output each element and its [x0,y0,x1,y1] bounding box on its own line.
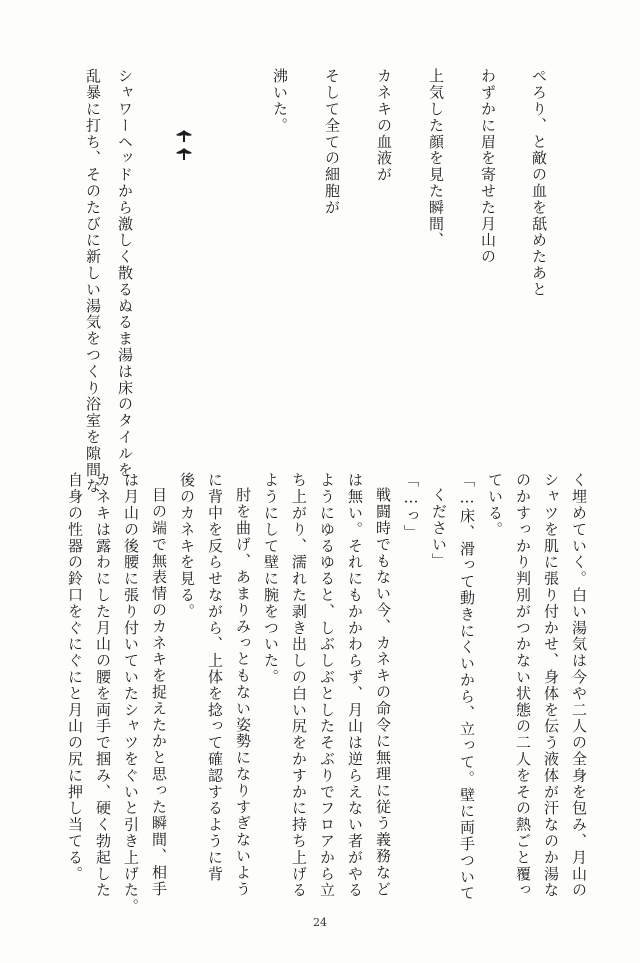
text-column: カネキの血液が [375,68,393,183]
text-column: そして全ての細胞が [323,68,341,216]
text-column: ようにゆるゆると、しぶしぶとしたそぶりでフロアから立 [318,472,336,899]
text-column: 「…っ」 [402,472,420,541]
text-column: 後のカネキを見る。 [178,472,196,620]
fleuron-bottom-icon [176,148,192,160]
text-column: シャワーヘッドから激しく散るぬるま湯は床のタイルを [116,68,134,478]
text-column: 自身の性器の鈴口をぐにぐにと月山の尻に押し当てる。 [66,472,84,882]
text-column: は無い。それにもかかわらず、月山は逆らえない者がやる [346,472,364,899]
text-column: 「…床、滑って動きにくいから、立って。壁に両手ついて [458,472,476,902]
text-column: ぺろり、と敵の血を舐めたあと [530,68,548,298]
text-column: 乱暴に打ち、そのたびに新しい湯気をつくり浴室を隙間な [84,68,102,495]
text-column: く埋めていく。白い湯気は今や二人の全身を包み、月山の [570,472,588,899]
text-column: 上気した顔を見た瞬間、 [427,68,445,249]
text-column: ている。 [486,472,504,538]
text-column: に背中を反らせながら、上体を捻って確認するように背 [206,472,224,882]
text-column: わずかに眉を寄せた月山の [479,68,497,265]
text-column: ち上がり、濡れた剥き出しの白い尻をかすかに持ち上げる [290,472,308,899]
text-column: ようにして壁に腕をついた。 [262,472,280,686]
text-column: 沸いた。 [271,68,289,134]
text-column: 目の端で無表情のカネキを捉えたかと思った瞬間、相手 [150,487,168,897]
text-column: シャツを肌に張り付かせ、身体を伝う液体が汗なのか湯な [542,472,560,899]
text-column: ください」 [430,487,448,569]
page-number: 24 [313,916,327,929]
fleuron-top-icon [176,130,192,142]
text-column: は月山の後腰に張り付いていたシャツをぐいと引き上げた。 [122,472,140,915]
fleuron-divider-icon [174,130,194,160]
text-column: のかすっかり判別がつかない状態の二人をその熱ごと覆っ [514,472,532,899]
text-column: カネキは露わにした月山の腰を両手で掴み、硬く勃起した [94,472,112,899]
text-column: 肘を曲げ、あまりみっともない姿勢になりすぎないよう [234,487,252,897]
text-column: 戦闘時でもない今、カネキの命令に無理に従う義務など [374,487,392,897]
